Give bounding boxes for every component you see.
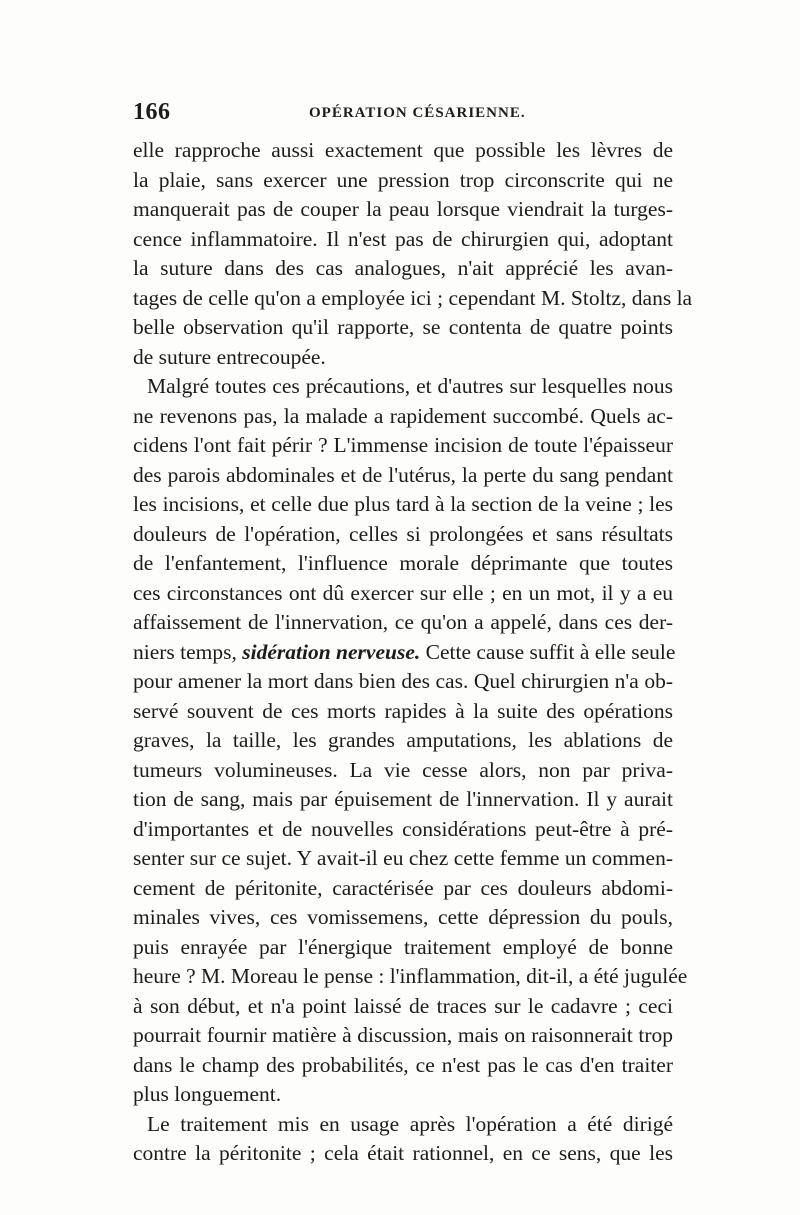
text-line: d'importantes et de nouvelles considérations peut-être à pré- [133,816,673,841]
text-line: contre la péritonite ; cela était rationnel, en ce sens, que les [133,1141,673,1165]
text-line: pour amener la mort dans bien des cas. Quel chirurgien n'a ob- [133,669,673,693]
text-line: puis enrayée par l'énergique traitement employé de bonne [133,934,673,959]
text-line: cement de péritonite, caractérisée par ces douleurs abdomi- [133,875,673,900]
text-line: les incisions, et celle due plus tard à la section de la veine ; les [133,492,673,516]
text-line: à son début, et n'a point laissé de traces sur le cadavre ; ceci [133,993,673,1018]
text-line: belle observation qu'il rapporte, se contenta de quatre points [133,315,673,339]
text-line: la suture dans des cas analogues, n'ait apprécié les avan- [133,256,673,280]
text-line: tumeurs volumineuses. La vie cesse alors, non par priva- [133,757,673,782]
body-text [133,136,693,1169]
text-line: douleurs de l'opération, celles si prolongées et sans résultats [133,521,673,546]
italic-term: sidération nerveuse. [242,639,421,664]
text-line: graves, la taille, les grandes amputations, les ablations de [133,728,673,752]
text-line: affaissement de l'innervation, ce qu'on a appelé, dans ces der- [133,610,673,634]
text-line: plus longuement. [133,1082,282,1106]
text-line: servé souvent de ces morts rapides à la suite des opérations [133,698,673,723]
text-fragment: niers temps, [133,639,237,664]
text-line: pourrait fournir matière à discussion, mais on raisonnerait trop [133,1023,673,1047]
text-line: cidens l'ont fait périr ? L'immense incision de toute l'épaisseur [133,433,673,457]
text-line: manquerait pas de couper la peau lorsque viendrait la turges- [133,197,673,221]
text-line: ces circonstances ont dû exercer sur elle ; en un mot, il y a eu [133,580,673,605]
text-line: elle rapproche aussi exactement que possible les lèvres de [133,138,673,162]
text-line: des parois abdominales et de l'utérus, la perte du sang pendant [133,462,673,487]
text-line: Le traitement mis en usage après l'opération a été dirigé [147,1111,673,1136]
text-line: ne revenons pas, la malade a rapidement succombé. Quels ac- [133,403,673,428]
text-fragment: Cette cause suffit à elle seule [425,639,676,664]
running-title: OPÉRATION CÉSARIENNE. [309,105,526,121]
page-number: 166 [133,99,171,125]
text-line: Malgré toutes ces précautions, et d'autres sur lesquelles nous [147,374,673,398]
text-line: la plaie, sans exercer une pression trop circonscrite qui ne [133,167,673,192]
text-line: tages de celle qu'on a employée ici ; cependant M. Stoltz, dans la [133,285,693,310]
text-line: cence inflammatoire. Il n'est pas de chirurgien qui, adoptant [133,226,673,251]
text-line: senter sur ce sujet. Y avait-il eu chez cette femme un commen- [133,846,673,870]
running-head [133,99,673,129]
text-line-with-italic [133,638,676,668]
text-line: minales vives, ces vomissemens, cette dépression du pouls, [133,905,673,929]
text-line: de l'enfantement, l'influence morale déprimante que toutes [133,551,673,575]
text-line: heure ? M. Moreau le pense : l'inflammation, dit-il, a été jugulée [133,964,688,988]
text-line: dans le champ des probabilités, ce n'est pas le cas d'en traiter [133,1052,673,1077]
text-line: tion de sang, mais par épuisement de l'innervation. Il y aurait [133,787,673,811]
text-line: de suture entrecoupée. [133,344,326,369]
